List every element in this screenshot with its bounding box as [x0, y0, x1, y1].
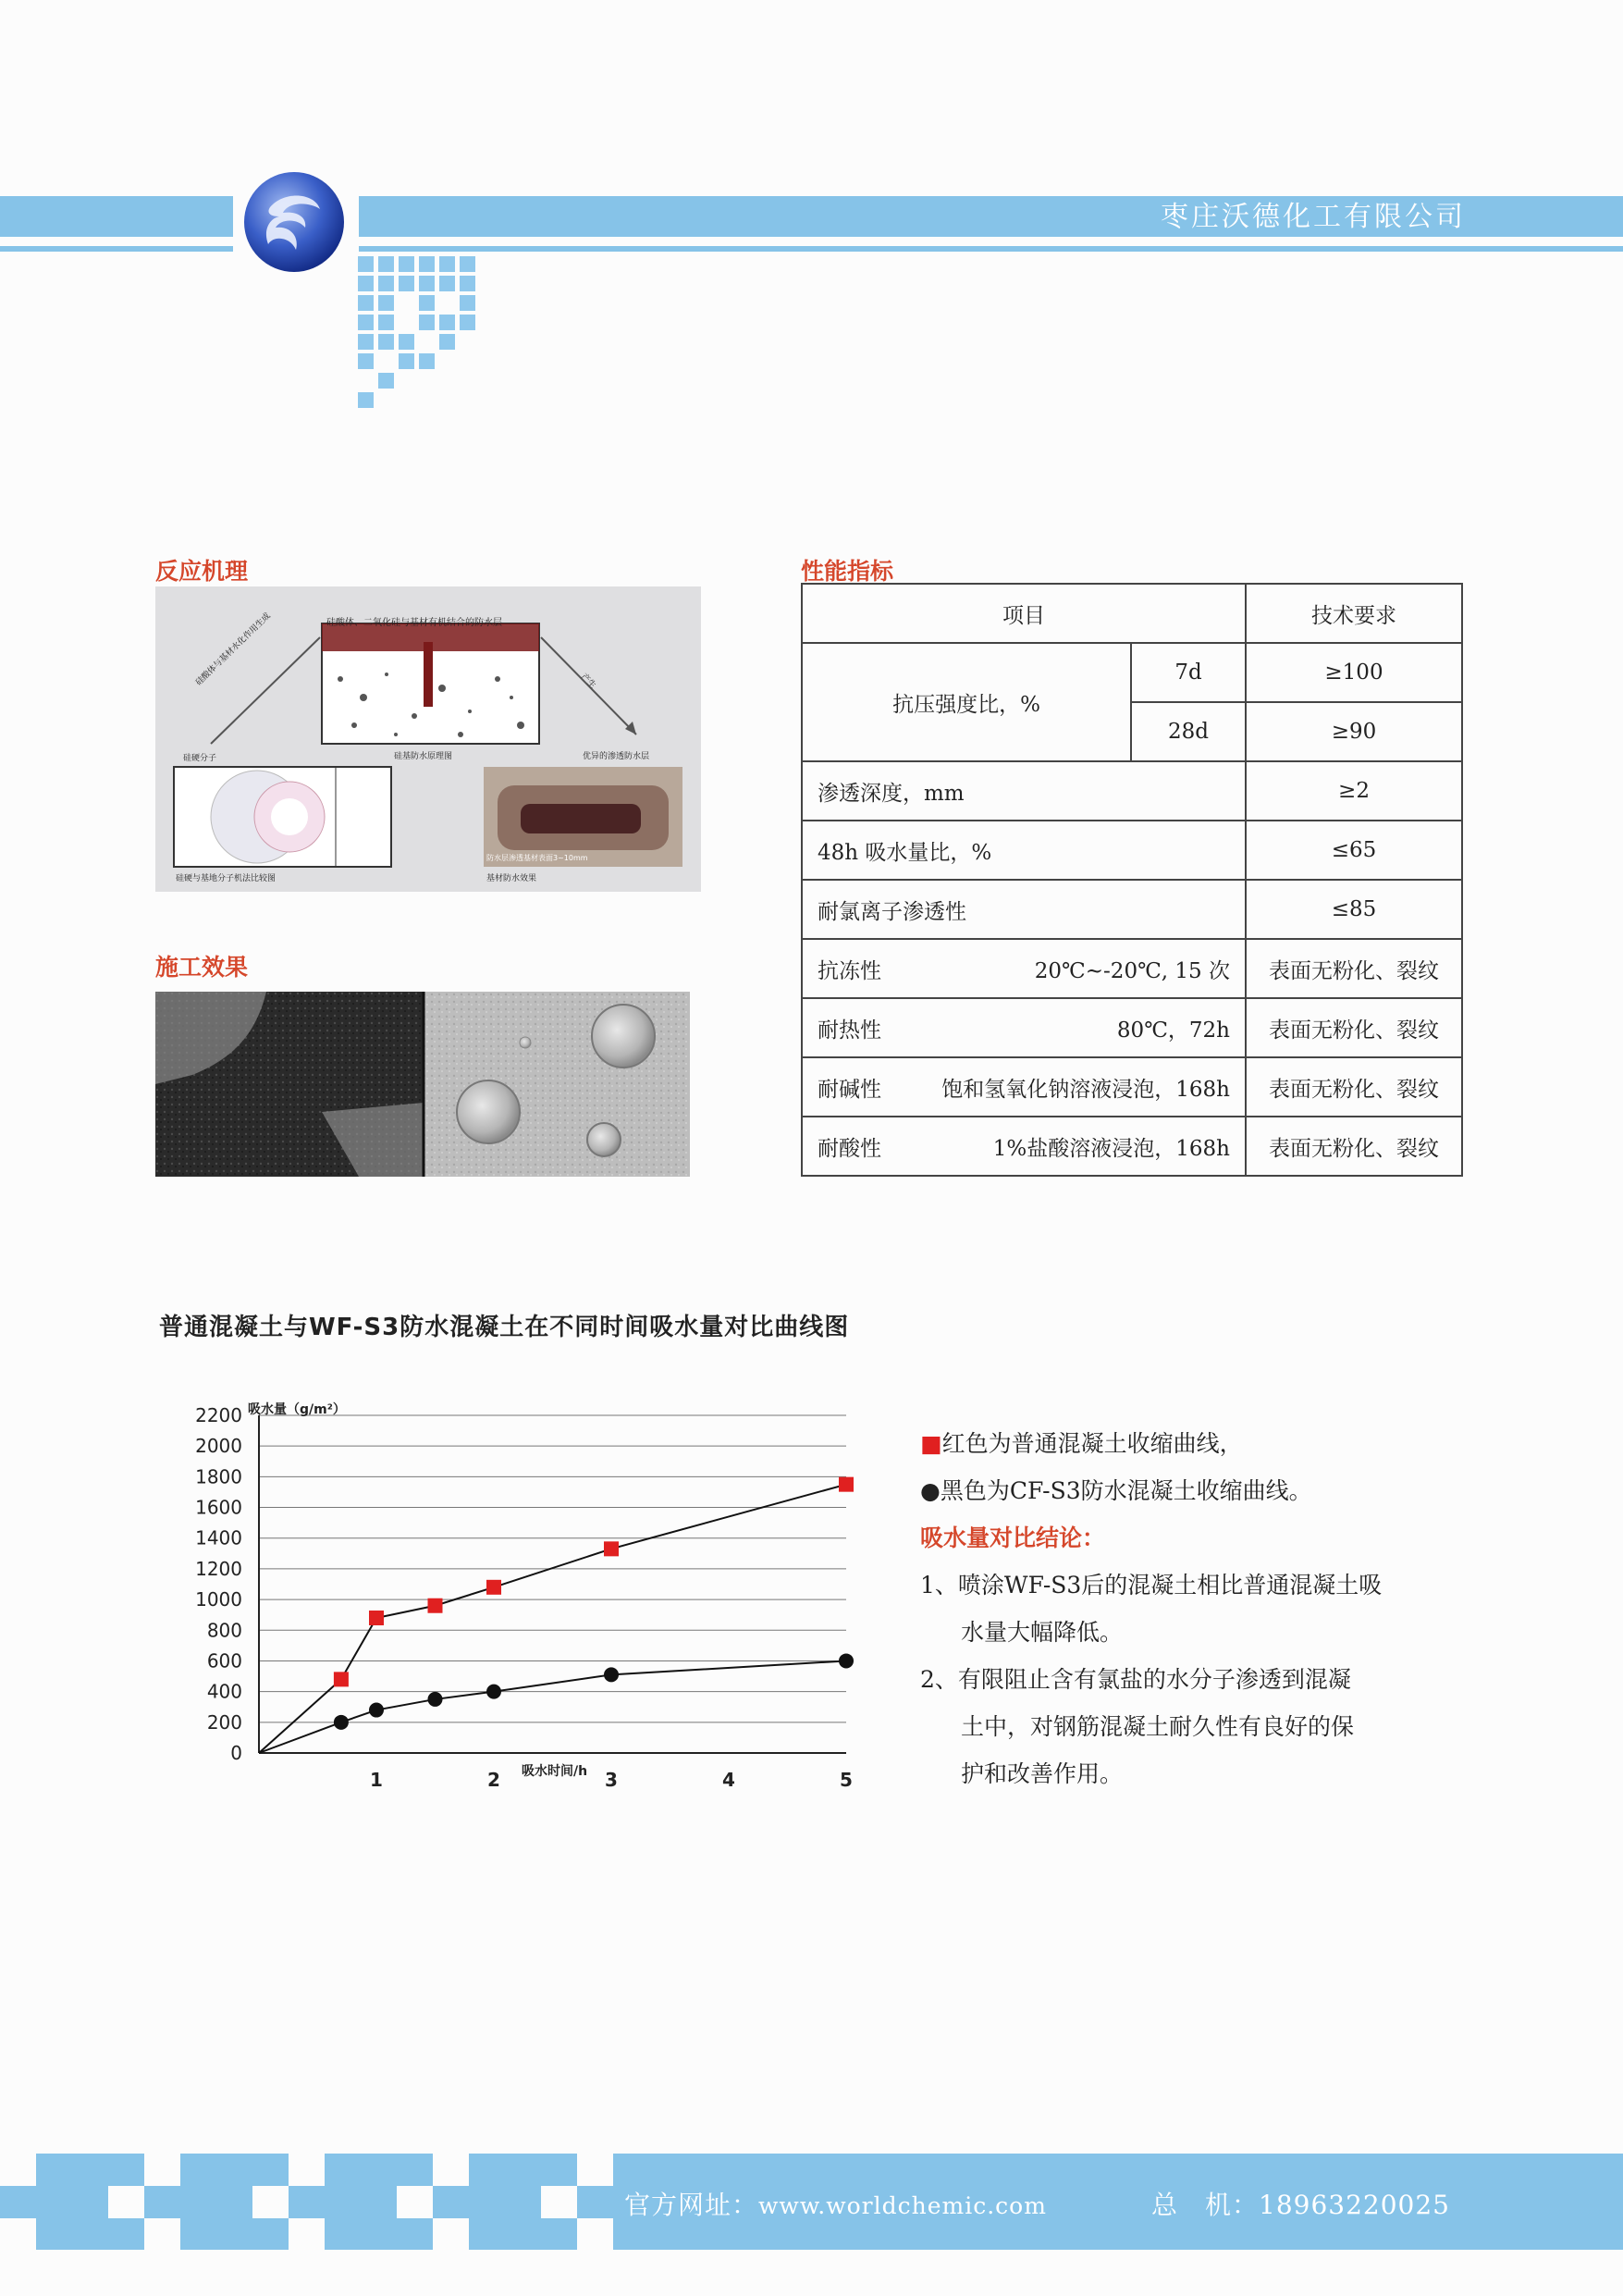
table-cell-item: 抗压强度比，%	[802, 643, 1131, 761]
series-marker-square	[428, 1599, 443, 1613]
red-square-icon: ■	[920, 1430, 942, 1457]
table-cell-cond: 20℃~-20℃, 15 次	[1034, 958, 1230, 983]
effect-title: 施工效果	[155, 954, 249, 981]
y-tick-label: 1200	[195, 1557, 242, 1580]
mechanism-caption-3: 优异的渗透防水层	[583, 752, 650, 761]
decorative-square	[419, 353, 435, 369]
mechanism-caption-5: 基材防水效果	[486, 874, 537, 883]
decorative-square	[419, 315, 435, 330]
y-tick-label: 1400	[195, 1526, 242, 1549]
footer-square	[252, 2186, 289, 2218]
decorative-square	[439, 334, 455, 350]
decorative-square	[399, 256, 414, 272]
decorative-square	[460, 256, 475, 272]
mechanism-label-left: 硅酸体与基材水化作用生成	[194, 611, 273, 688]
website-link[interactable]: www.worldchemic.com	[758, 2192, 1047, 2219]
footer-square	[144, 2218, 180, 2251]
x-axis-label: 吸水时间/h	[522, 1764, 588, 1779]
conclusion-2b: 土中，对钢筋混凝土耐久性有良好的保	[961, 1713, 1355, 1740]
decorative-square	[378, 256, 394, 272]
decorative-square	[439, 276, 455, 291]
decorative-square	[399, 276, 414, 291]
decorative-square	[358, 353, 374, 369]
phone-number: 18963220025	[1259, 2190, 1450, 2220]
y-tick-label: 1600	[195, 1496, 242, 1519]
y-tick-label: 800	[206, 1619, 242, 1642]
table-header-requirement: 技术要求	[1246, 584, 1462, 643]
footer-square	[433, 2218, 469, 2251]
table-row	[802, 939, 1246, 998]
footer-square	[577, 2218, 613, 2251]
decorative-square	[358, 256, 374, 272]
decorative-square	[378, 295, 394, 311]
y-tick-label: 0	[230, 1742, 242, 1764]
decorative-square	[439, 256, 455, 272]
header-line-right	[359, 246, 1623, 252]
performance-title: 性能指标	[801, 558, 894, 585]
table-cell-item: 48h 吸水量比，%	[802, 821, 1246, 880]
conclusion-title: 吸水量对比结论：	[920, 1524, 1106, 1551]
table-row	[802, 1057, 1246, 1117]
decorative-square	[358, 334, 374, 350]
table-row	[802, 1117, 1246, 1176]
series-marker-square	[334, 1672, 349, 1686]
x-tick-label: 5	[840, 1769, 853, 1791]
conclusion-2a: 2、有限阻止含有氯盐的水分子渗透到混凝	[920, 1666, 1351, 1693]
decorative-square	[358, 315, 374, 330]
decorative-square	[439, 315, 455, 330]
footer-square	[289, 2218, 325, 2251]
series-line	[259, 1485, 846, 1753]
absorption-chart	[166, 1388, 869, 1804]
table-cell-item: 耐热性	[818, 1018, 881, 1043]
decorative-square	[378, 373, 394, 389]
table-cell-cond: 饱和氢氧化钠溶液浸泡，168h	[941, 1077, 1230, 1102]
company-name: 枣庄沃德化工有限公司	[1161, 201, 1466, 233]
x-tick-label: 4	[722, 1769, 735, 1791]
mechanism-title: 反应机理	[155, 558, 249, 585]
black-dot-icon: ●	[920, 1477, 941, 1504]
conclusion-1a: 1、喷涂WF-S3后的混凝土相比普通混凝土吸	[920, 1572, 1383, 1599]
table-cell-sub: 28d	[1131, 702, 1246, 761]
decorative-square	[378, 315, 394, 330]
conclusion-1b: 水量大幅降低。	[961, 1619, 1124, 1646]
table-cell-item: 渗透深度，mm	[802, 761, 1246, 821]
table-cell-req: 表面无粉化、裂纹	[1246, 939, 1462, 998]
decorative-square	[460, 276, 475, 291]
footer-phone: 总 机：18963220025	[1151, 2190, 1450, 2220]
legend-black: ●黑色为CF-S3防水混凝土收缩曲线。	[920, 1477, 1312, 1504]
y-tick-label: 400	[206, 1680, 242, 1703]
series-marker-square	[839, 1477, 854, 1492]
mechanism-label-right: 产生	[579, 672, 597, 691]
table-cell-req: ≥90	[1246, 702, 1462, 761]
series-marker-circle	[604, 1667, 619, 1682]
y-tick-label: 1000	[195, 1588, 242, 1611]
table-cell-req: ≤65	[1246, 821, 1462, 880]
y-tick-label: 600	[206, 1649, 242, 1673]
decorative-square	[358, 392, 374, 408]
decorative-square	[460, 295, 475, 311]
footer-square	[397, 2186, 433, 2218]
mechanism-inner-label: 防水层渗透基材表面3~10mm	[486, 854, 588, 862]
table-cell-req: ≥100	[1246, 643, 1462, 702]
decorative-square	[399, 334, 414, 350]
y-tick-label: 1800	[195, 1465, 242, 1488]
footer-square	[577, 2154, 613, 2186]
series-marker-square	[486, 1580, 501, 1595]
decorative-square	[378, 276, 394, 291]
mechanism-caption-4: 硅硬与基地分子机法比较图	[176, 874, 277, 883]
table-cell-req: ≥2	[1246, 761, 1462, 821]
series-marker-circle	[369, 1703, 384, 1718]
series-marker-circle	[486, 1685, 501, 1699]
table-header-item: 项目	[802, 584, 1246, 643]
footer-square	[433, 2154, 469, 2186]
conclusion-2c: 护和改善作用。	[961, 1760, 1124, 1787]
chart-notes	[920, 1420, 1438, 1797]
decorative-square	[358, 295, 374, 311]
y-axis-label: 吸水量（g/m²）	[248, 1402, 346, 1417]
table-cell-req: ≤85	[1246, 880, 1462, 939]
series-marker-square	[604, 1541, 619, 1556]
table-cell-cond: 1%盐酸溶液浸泡，168h	[992, 1136, 1230, 1161]
table-cell-req: 表面无粉化、裂纹	[1246, 998, 1462, 1057]
table-cell-cond: 80℃，72h	[1116, 1018, 1230, 1043]
performance-table	[801, 583, 1463, 1177]
series-marker-square	[369, 1611, 384, 1625]
series-marker-circle	[839, 1653, 854, 1668]
chart-title: 普通混凝土与WF-S3防水混凝土在不同时间吸水量对比曲线图	[159, 1314, 850, 1341]
legend-red: ■红色为普通混凝土收缩曲线，	[920, 1430, 1243, 1457]
table-cell-sub: 7d	[1131, 643, 1246, 702]
mechanism-label-top: 硅酸体、二氧化硅与基材有机结合的防水层	[326, 618, 502, 628]
table-cell-req: 表面无粉化、裂纹	[1246, 1117, 1462, 1176]
footer-square	[108, 2186, 144, 2218]
table-cell-req: 表面无粉化、裂纹	[1246, 1057, 1462, 1117]
footer-website: 官方网址：www.worldchemic.com	[624, 2190, 1047, 2220]
series-marker-circle	[334, 1715, 349, 1730]
table-cell-item: 耐酸性	[818, 1136, 881, 1161]
footer-square	[0, 2218, 36, 2251]
decorative-square	[460, 315, 475, 330]
y-tick-label: 2000	[195, 1435, 242, 1458]
table-cell-item: 耐氯离子渗透性	[802, 880, 1246, 939]
header-line-left	[0, 246, 233, 252]
table-cell-item: 耐碱性	[818, 1077, 881, 1102]
table-row	[802, 998, 1246, 1057]
footer-square	[541, 2186, 577, 2218]
decorative-square	[378, 334, 394, 350]
decorative-square	[358, 276, 374, 291]
decorative-square	[399, 353, 414, 369]
y-tick-label: 2200	[195, 1404, 242, 1426]
footer-square	[289, 2154, 325, 2186]
table-cell-item: 抗冻性	[818, 958, 881, 983]
company-logo-icon	[242, 170, 346, 274]
y-tick-label: 200	[206, 1710, 242, 1734]
x-tick-label: 1	[370, 1769, 383, 1791]
construction-effect-photo	[155, 992, 690, 1177]
footer-square	[0, 2154, 36, 2186]
mechanism-caption-2: 硅基防水原理图	[394, 752, 453, 761]
x-tick-label: 2	[487, 1769, 500, 1791]
decorative-square	[419, 295, 435, 311]
series-marker-circle	[428, 1692, 443, 1707]
mechanism-illustration	[155, 586, 701, 892]
decorative-square	[419, 276, 435, 291]
footer-square	[144, 2154, 180, 2186]
header-bar-left	[0, 196, 233, 237]
mechanism-caption-1: 硅硬分子	[183, 754, 217, 763]
x-tick-label: 3	[605, 1769, 618, 1791]
decorative-square	[419, 256, 435, 272]
